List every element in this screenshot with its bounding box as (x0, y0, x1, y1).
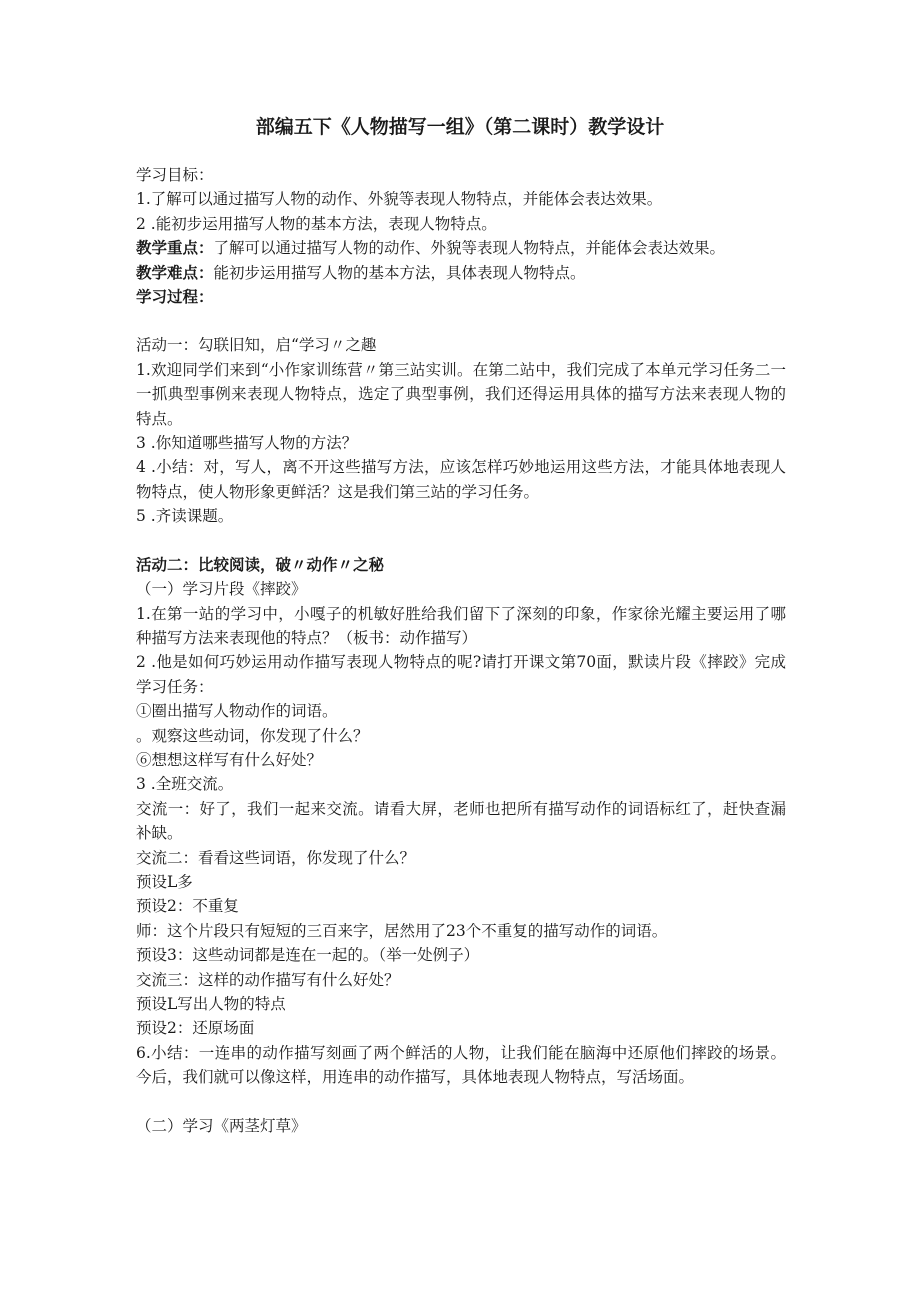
key-point-text: 了解可以通过描写人物的动作、外貌等表现人物特点，并能体会表达效果。 (213, 239, 726, 258)
preset-item: 预设2：还原场面 (136, 1019, 255, 1038)
preset-item: 预设2：不重复 (136, 897, 239, 916)
goal-item-1: 1.了解可以通过描写人物的动作、外貌等表现人物特点，并能体会表达效果。 (136, 190, 663, 209)
subsection-heading: （二）学习《两茎灯草》 (136, 1116, 307, 1135)
task-item: ⑥想想这样写有什么好处？ (136, 750, 323, 769)
goal-item-2: 2 .能初步运用描写人物的基本方法，表现人物特点。 (136, 214, 497, 233)
activity2-paragraph: 1.在第一站的学习中，小嘎子的机敏好胜给我们留下了深刻的印象，作家徐光耀主要运用了哪种描写方法来表现他的特点？（板书：动作描写） (136, 604, 786, 647)
activity1-heading: 活动一：勾联旧知，启“学习〃之趣 (136, 336, 377, 355)
activity1-paragraph: 3 .你知道哪些描写人物的方法？ (136, 434, 358, 453)
document-body (136, 163, 786, 1138)
difficulty-label: 教学难点： (136, 263, 214, 282)
subsection-heading: （一）学习片段《摔跤》 (136, 580, 307, 599)
exchange-item: 交流二：看看这些词语，你发现了什么？ (136, 848, 416, 867)
preset-item: 预设3：这些动词都是连在一起的。（举一处例子） (136, 946, 480, 965)
activity2-paragraph: 2 .他是如何巧妙运用动作描写表现人物特点的呢?请打开课文第70面，默读片段《摔跤》完成学习任务： (136, 653, 786, 696)
task-item: ①圈出描写人物动作的词语。 (136, 702, 338, 721)
task-item: 。观察这些动词，你发现了什么？ (136, 726, 369, 745)
activity2-paragraph: 6.小结：一连串的动作描写刻画了两个鲜活的人物，让我们能在脑海中还原他们摔跤的场景。今后，我们就可以像这样，用连串的动作描写，具体地表现人物特点，写活场面。 (136, 1043, 786, 1087)
page-title: 部编五下《人物描写一组》（第二课时）教学设计 (255, 116, 665, 138)
activity1-paragraph: 1.欢迎同学们来到“小作家训练营〃第三站实训。在第二站中，我们完成了本单元学习任务二一一抓典型事例来表现人物特点，选定了典型事例，我们还得运用具体的描写方法来表现人物的特点。 (136, 360, 786, 428)
activity1-paragraph: 5 .齐读课题。 (136, 507, 234, 526)
key-point-label: 教学重点： (136, 239, 214, 258)
difficulty (136, 261, 786, 285)
process-heading: 学习过程： (136, 288, 214, 307)
teacher-note: 师：这个片段只有短短的三百来字，居然用了23个不重复的描写动作的词语。 (136, 921, 668, 940)
preset-item: 预设L写出人物的特点 (136, 995, 286, 1013)
exchange-item: 交流一：好了，我们一起来交流。请看大屏，老师也把所有描写动作的词语标红了，赶快查漏补缺。 (136, 799, 786, 843)
key-point (136, 236, 786, 260)
difficulty-text: 能初步运用描写人物的基本方法，具体表现人物特点。 (213, 263, 586, 282)
exchange-item: 交流三：这样的动作描写有什么好处？ (136, 970, 400, 989)
activity2-paragraph: 3 .全班交流。 (136, 775, 234, 794)
activity1-paragraph: 4 .小结：对，写人，离不开这些描写方法，应该怎样巧妙地运用这些方法，才能具体地表现人物特点，使人物形象更鲜活？这是我们第三站的学习任务。 (136, 458, 786, 501)
goals-heading: 学习目标： (136, 166, 214, 184)
activity2-heading: 活动二：比较阅读，破〃动作〃之秘 (136, 555, 385, 574)
preset-item: 预设L多 (136, 872, 193, 891)
